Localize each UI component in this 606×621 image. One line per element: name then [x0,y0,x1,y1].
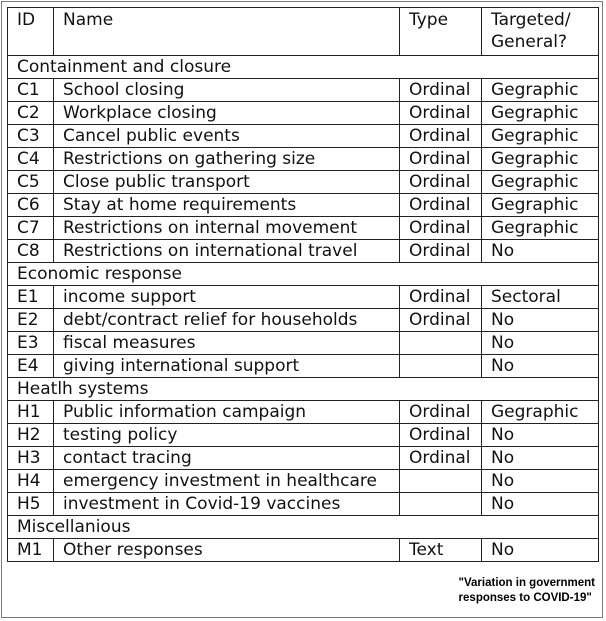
table-row [8,332,599,355]
cell-name: Close public transport [54,171,400,194]
cell-name: Stay at home requirements [54,194,400,217]
cell-name: School closing [54,79,400,102]
cell-name: Public information campaign [54,401,400,424]
cell-targeted: Gegraphic [482,171,599,194]
cell-type: Ordinal [400,240,482,263]
cell-targeted: No [482,332,599,355]
table-row [8,217,599,240]
table-row [8,309,599,332]
cell-type: Text [400,539,482,562]
cell-targeted: No [482,309,599,332]
cell-targeted: No [482,240,599,263]
table-row [8,148,599,171]
table-row [8,493,599,516]
cell-targeted: No [482,424,599,447]
cell-name: income support [54,286,400,309]
cell-id: E1 [8,286,54,309]
cell-targeted: No [482,493,599,516]
cell-type: Ordinal [400,125,482,148]
cell-name: Other responses [54,539,400,562]
cell-id: H3 [8,447,54,470]
caption-line-2: responses to COVID-19" [458,592,592,604]
cell-id: C8 [8,240,54,263]
cell-id: C7 [8,217,54,240]
cell-id: C4 [8,148,54,171]
table-row [8,171,599,194]
table-row [8,355,599,378]
cell-type: Ordinal [400,217,482,240]
header-row [8,8,599,56]
cell-type: Ordinal [400,447,482,470]
cell-type: Ordinal [400,401,482,424]
table-row [8,447,599,470]
cell-type: Ordinal [400,102,482,125]
cell-name: testing policy [54,424,400,447]
cell-type: Ordinal [400,79,482,102]
cell-type [400,470,482,493]
cell-name: Cancel public events [54,125,400,148]
cell-name: emergency investment in healthcare [54,470,400,493]
cell-targeted: No [482,447,599,470]
cell-targeted: No [482,539,599,562]
section-title: Heatlh systems [8,378,599,401]
caption-line-1: "Variation in government [458,577,595,589]
cell-targeted: Gegraphic [482,79,599,102]
cell-targeted: Gegraphic [482,148,599,171]
cell-id: M1 [8,539,54,562]
cell-targeted: Sectoral [482,286,599,309]
cell-name: Restrictions on international travel [54,240,400,263]
cell-targeted: Gegraphic [482,194,599,217]
cell-type [400,355,482,378]
section-row [8,263,599,286]
table-row [8,401,599,424]
section-row [8,56,599,79]
cell-id: H5 [8,493,54,516]
cell-id: C1 [8,79,54,102]
source-caption [459,576,595,606]
cell-id: H1 [8,401,54,424]
cell-type: Ordinal [400,286,482,309]
cell-id: H2 [8,424,54,447]
cell-targeted: Gegraphic [482,217,599,240]
cell-name: investment in Covid-19 vaccines [54,493,400,516]
cell-id: C5 [8,171,54,194]
cell-type: Ordinal [400,148,482,171]
cell-id: E4 [8,355,54,378]
cell-type: Ordinal [400,171,482,194]
table-row [8,286,599,309]
table-row [8,79,599,102]
cell-targeted: No [482,470,599,493]
header-targeted: Targeted/ General? [482,8,599,56]
cell-id: H4 [8,470,54,493]
header-id: ID [8,8,54,56]
table-row [8,424,599,447]
section-row [8,516,599,539]
table-row [8,194,599,217]
section-title: Miscellanious [8,516,599,539]
cell-name: fiscal measures [54,332,400,355]
header-name: Name [54,8,400,56]
cell-name: debt/contract relief for households [54,309,400,332]
cell-name: Workplace closing [54,102,400,125]
cell-id: E3 [8,332,54,355]
cell-name: contact tracing [54,447,400,470]
cell-id: C6 [8,194,54,217]
section-title: Containment and closure [8,56,599,79]
cell-type [400,332,482,355]
cell-type: Ordinal [400,194,482,217]
header-type: Type [400,8,482,56]
cell-targeted: Gegraphic [482,125,599,148]
table-body [8,8,599,562]
cell-name: Restrictions on internal movement [54,217,400,240]
table-row [8,539,599,562]
table-row [8,125,599,148]
cell-type: Ordinal [400,424,482,447]
table-row [8,102,599,125]
cell-type: Ordinal [400,309,482,332]
table-row [8,470,599,493]
cell-type [400,493,482,516]
policy-indicator-table [7,7,599,562]
section-row [8,378,599,401]
cell-id: C2 [8,102,54,125]
cell-targeted: Gegraphic [482,102,599,125]
section-title: Economic response [8,263,599,286]
table-row [8,240,599,263]
cell-id: E2 [8,309,54,332]
cell-targeted: No [482,355,599,378]
cell-targeted: Gegraphic [482,401,599,424]
cell-id: C3 [8,125,54,148]
cell-name: Restrictions on gathering size [54,148,400,171]
cell-name: giving international support [54,355,400,378]
